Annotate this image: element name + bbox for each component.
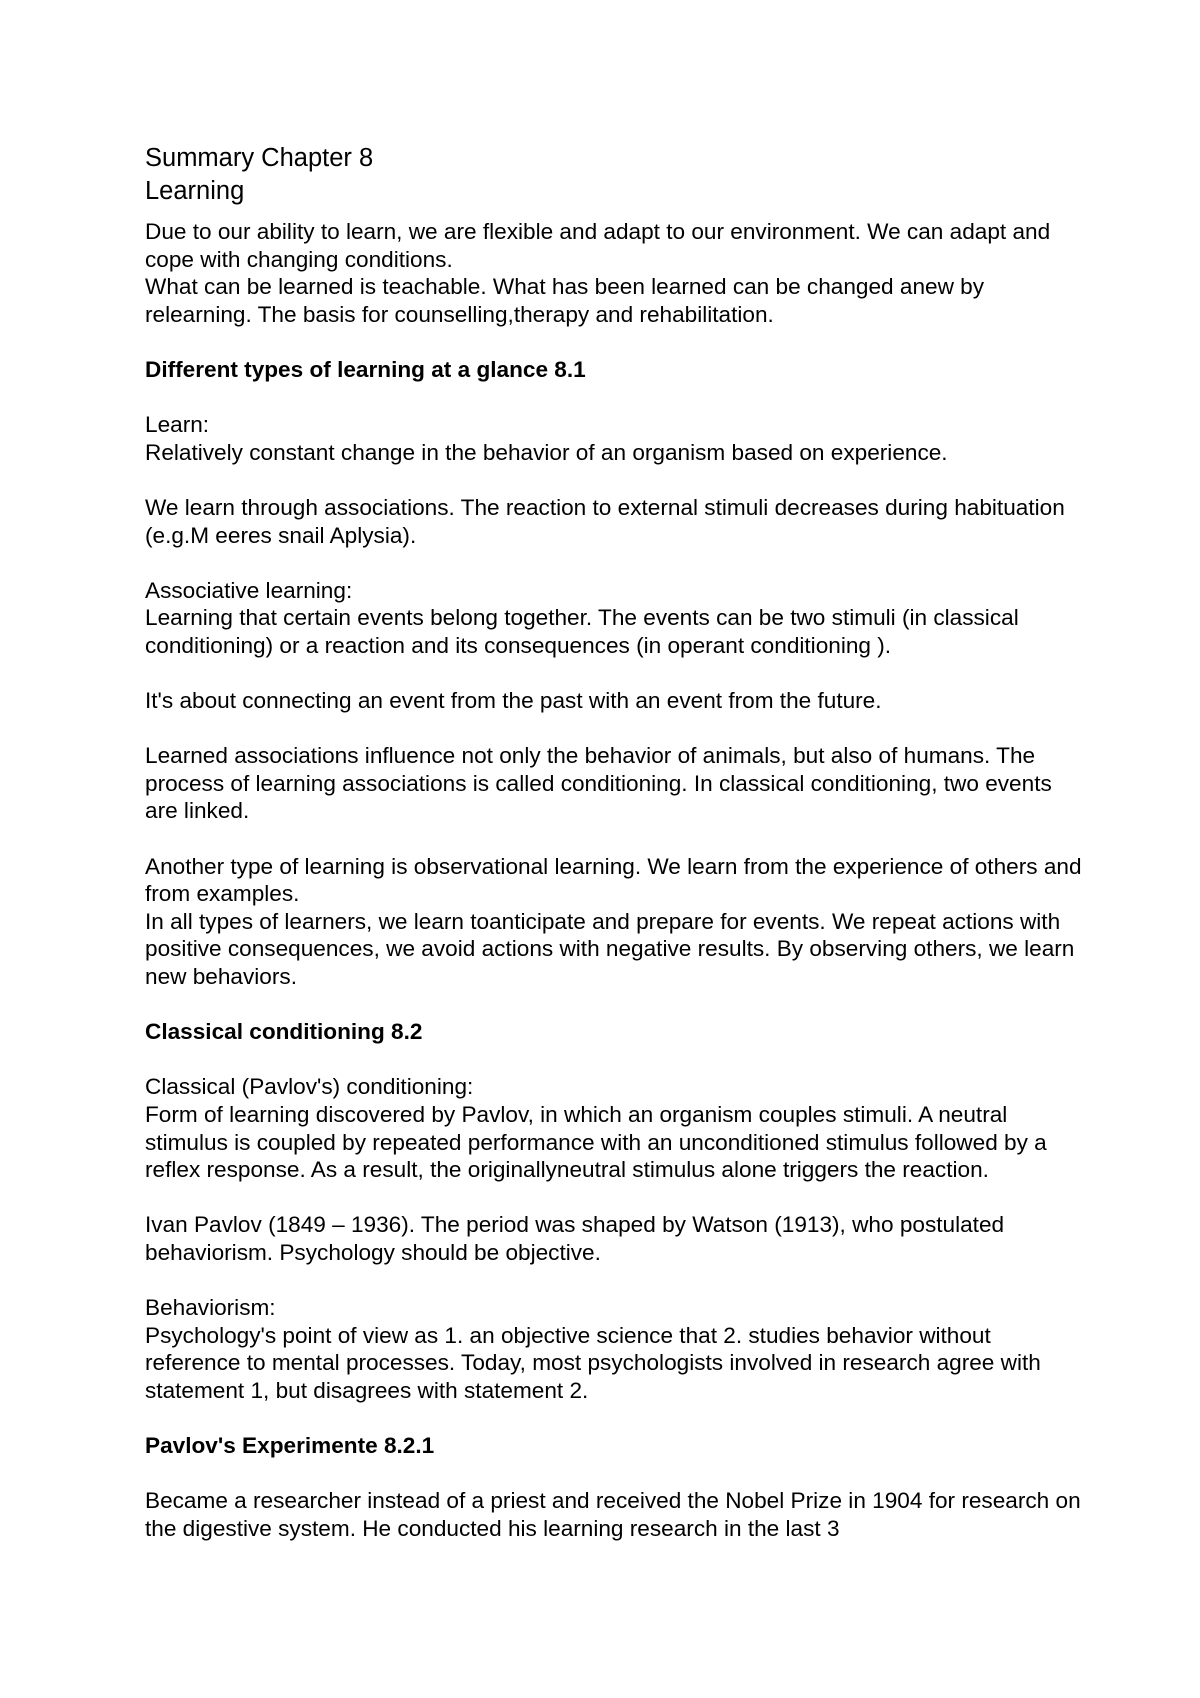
paragraph (145, 577, 1085, 660)
paragraph (145, 742, 1085, 825)
paragraph-line: Classical (Pavlov's) conditioning: (145, 1074, 474, 1100)
paragraph-line: Learned associations influence not only the behavior of animals, but also of humans. The process of learning associations is called conditioning. In classical conditioning, two events are linked. (145, 743, 1052, 824)
paragraph (145, 411, 1085, 466)
document-body (145, 218, 1085, 1543)
paragraph (145, 1487, 1085, 1542)
paragraph-line: Learning that certain events belong together. The events can be two stimuli (in classical conditioning) or a reaction and its consequences (in operant conditioning ). (145, 605, 1019, 658)
paragraph-line: Behaviorism: (145, 1295, 276, 1321)
paragraph-line: Became a researcher instead of a priest and received the Nobel Prize in 1904 for research on the digestive system. He conducted his learning research in the last 3 (145, 1488, 1081, 1541)
paragraph-line: Another type of learning is observational learning. We learn from the experience of others and from examples. (145, 853, 1082, 907)
section-heading: Different types of learning at a glance 8.1 (145, 356, 586, 382)
section-heading: Classical conditioning 8.2 (145, 1019, 423, 1045)
document-subtitle: Learning (145, 177, 245, 205)
paragraph (145, 687, 1085, 715)
document-title: Summary Chapter 8 (145, 144, 374, 172)
paragraph-line: Form of learning discovered by Pavlov, in which an organism couples stimuli. A neutral stimulus is coupled by repeated performance with an unconditioned stimulus followed by a reflex response. As a result, the originallyneutral stimulus alone triggers the reaction. (145, 1102, 1047, 1183)
paragraph-line: Associative learning: (145, 577, 353, 603)
paragraph-line: It's about connecting an event from the past with an event from the future. (145, 688, 882, 714)
paragraph (145, 853, 1085, 991)
section-heading: Pavlov's Experimente 8.2.1 (145, 1433, 435, 1459)
document-page (145, 142, 1085, 1543)
paragraph-line: Due to our ability to learn, we are flexible and adapt to our environment. We can adapt and cope with changing conditions. (145, 219, 1051, 272)
paragraph-line: In all types of learners, we learn toanticipate and prepare for events. We repeat actions with positive consequences, we avoid actions with negative results. By observing others, we learn new behaviors. (145, 908, 1075, 990)
paragraph-line: Learn: (145, 412, 210, 438)
paragraph-line: We learn through associations. The reaction to external stimuli decreases during habituation (e.g.M eeres snail Aplysia). (145, 494, 1065, 548)
paragraph-line: Relatively constant change in the behavior of an organism based on experience. (145, 439, 948, 465)
paragraph-line: Ivan Pavlov (1849 – 1936). The period was shaped by Watson (1913), who postulated behaviorism. Psychology should be objective. (145, 1212, 1005, 1265)
paragraph (145, 218, 1085, 328)
paragraph (145, 1294, 1085, 1404)
paragraph (145, 494, 1085, 549)
paragraph (145, 1211, 1085, 1266)
paragraph-line: Psychology's point of view as 1. an objective science that 2. studies behavior without reference to mental processes. Today, most psychologists involved in research agree with statement 1, but disagrees with statement 2. (145, 1322, 1041, 1403)
paragraph (145, 1073, 1085, 1183)
paragraph-line: What can be learned is teachable. What has been learned can be changed anew by relearning. The basis for counselling,therapy and rehabilitation. (145, 274, 985, 327)
